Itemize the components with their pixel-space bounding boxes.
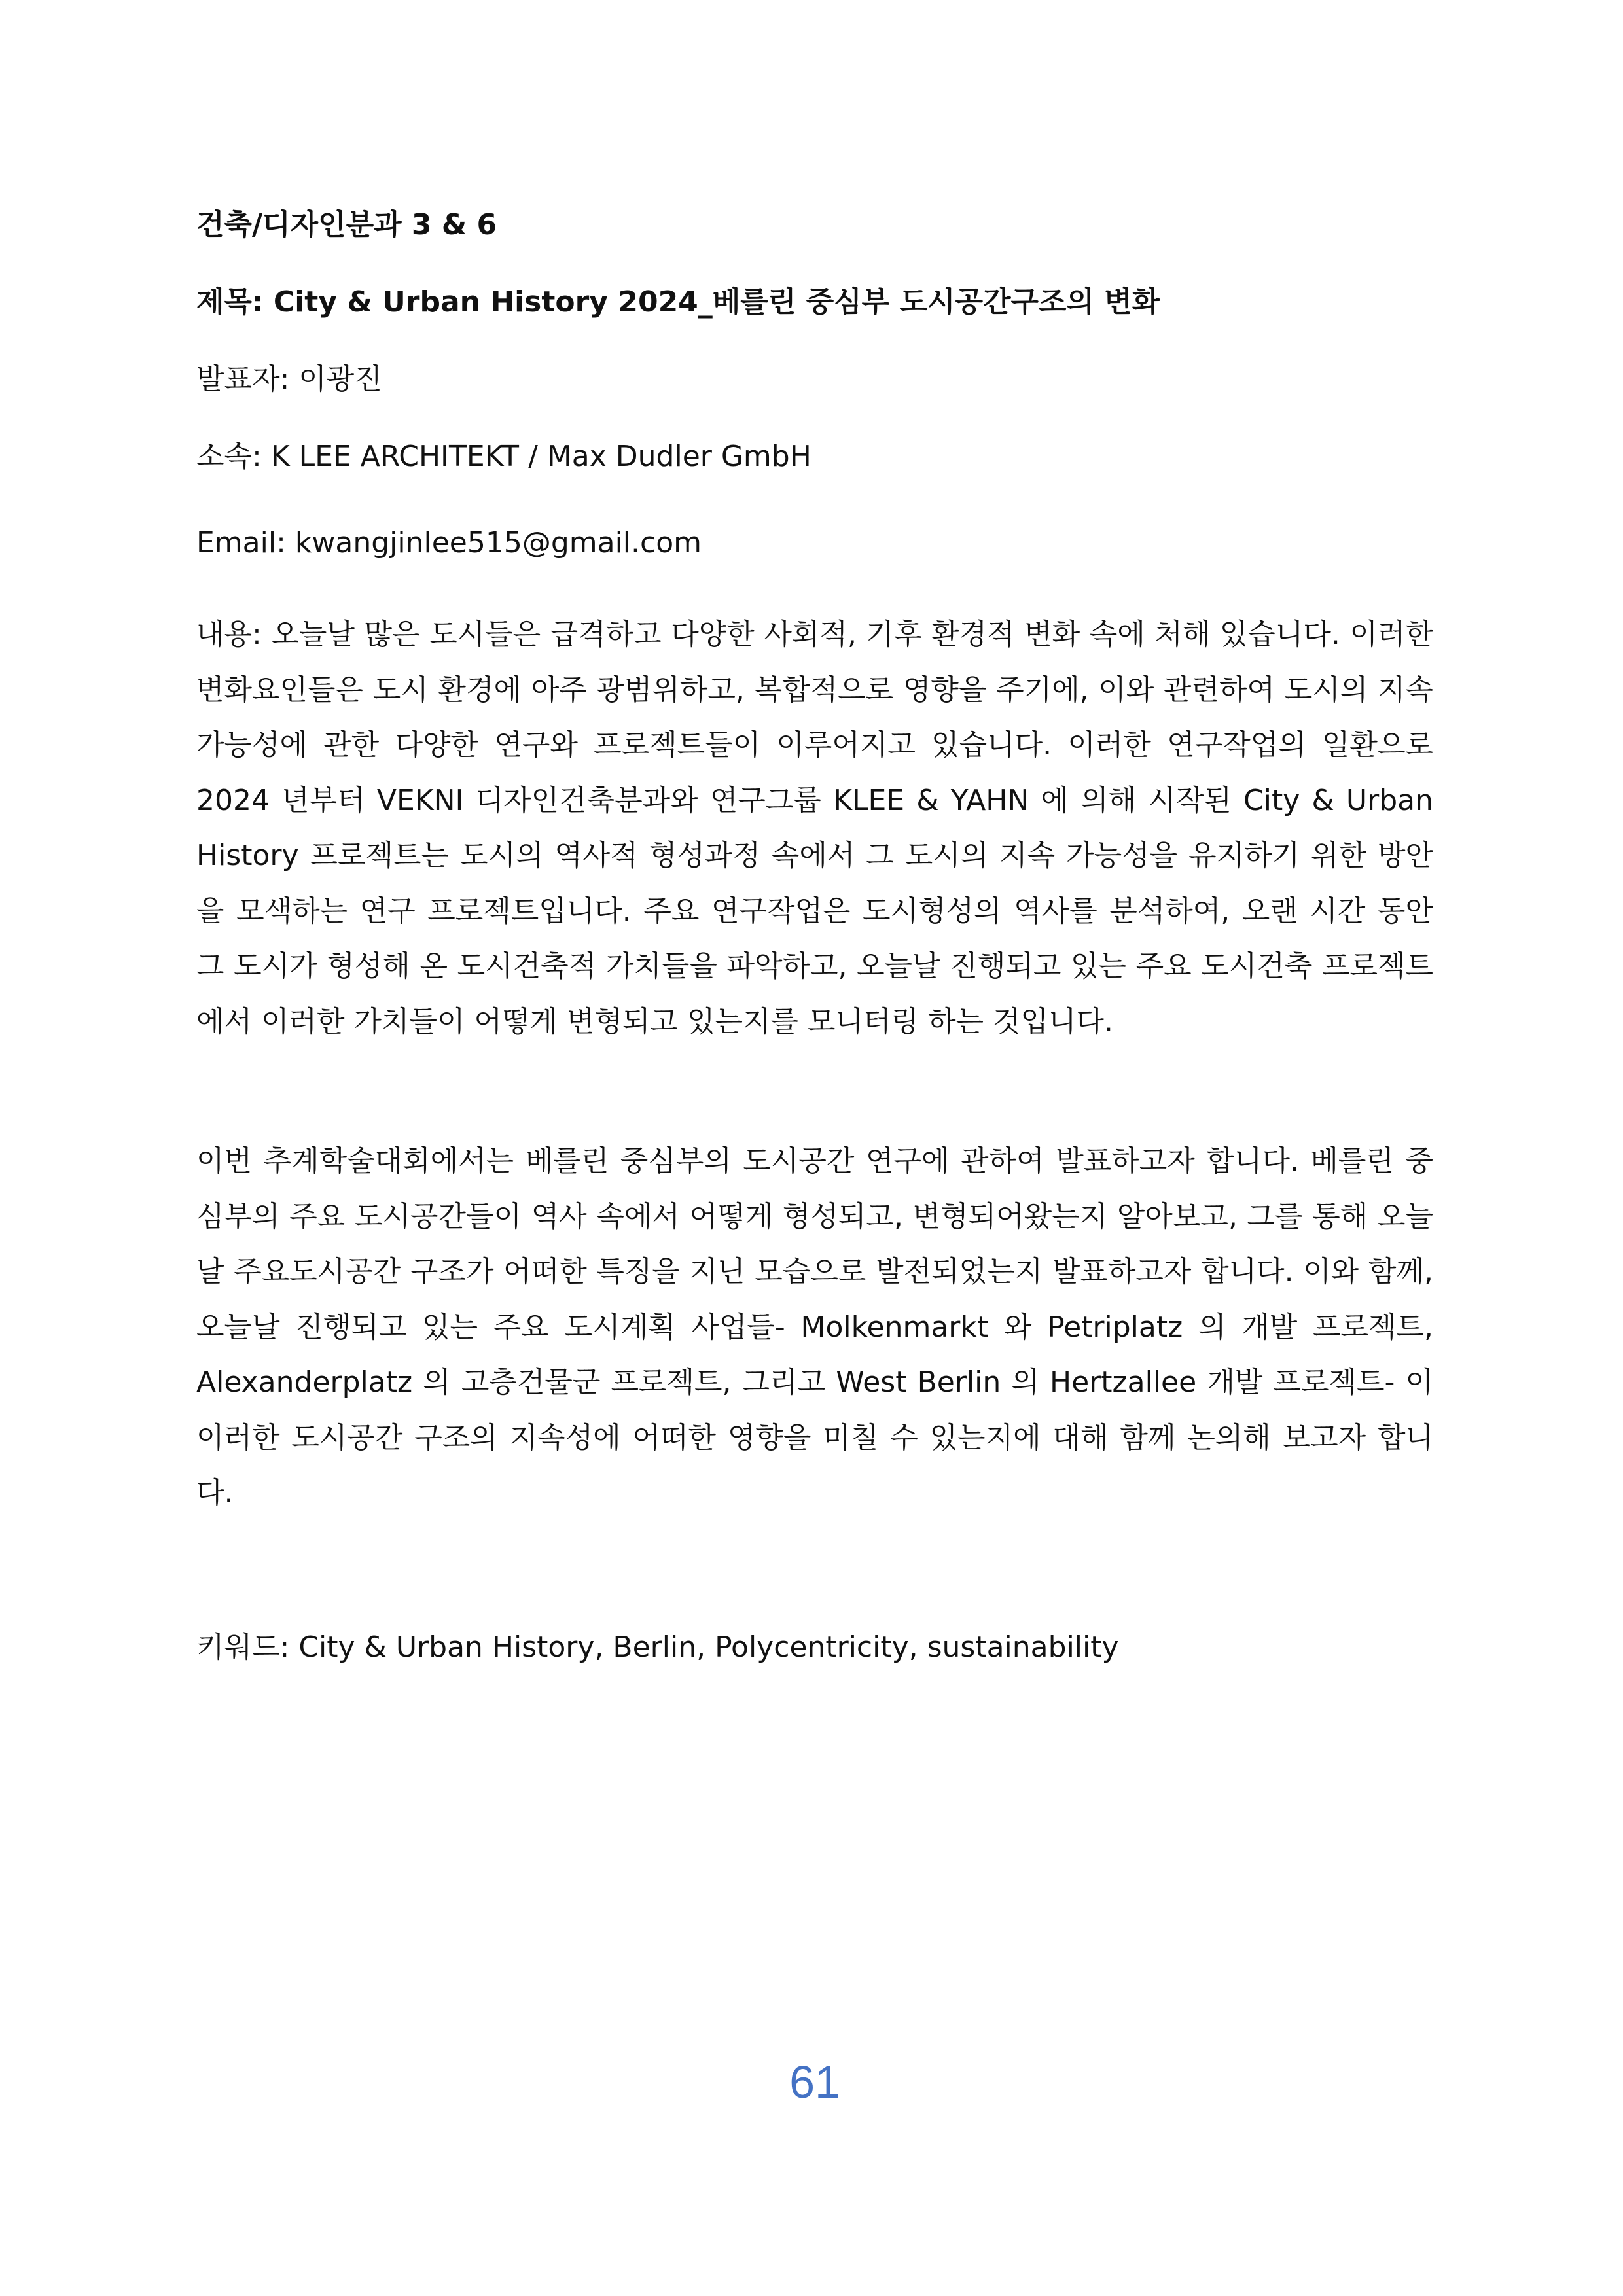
presenter-line: 발표자: 이광진 [196, 362, 382, 396]
abstract-paragraph-1: 내용: 오늘날 많은 도시들은 급격하고 다양한 사회적, 기후 환경적 변화 속에 처해 있습니다. 이러한 변화요인들은 도시 환경에 아주 광범위하고, 복합적으로 영향을 주기에, 이와 관련하여 도시의 지속가능성에 관한 다양한 연구와 프로젝트들이 이루어지고 있습니다. 이러한 연구작업의 일환으로 2024 년부터 VEKNI 디자인건축분과와 연구그룹 KLEE & YAHN 에 의해 시작된 City & Urban History 프로젝트는 도시의 역사적 형성과정 속에서 그 도시의 지속 가능성을 유지하기 위한 방안을 모색하는 연구 프로젝트입니다. 주요 연구작업은 도시형성의 역사를 분석하여, 오랜 시간 동안 그 도시가 형성해 온 도시건축적 가치들을 파악하고, 오늘날 진행되고 있는 주요 도시건축 프로젝트에서 이러한 가치들이 어떻게 변형되고 있는지를 모니터링 하는 것입니다. [196, 618, 1433, 1038]
email-line: Email: kwangjinlee515@gmail.com [196, 526, 702, 559]
paper-title: 제목: City & Urban History 2024_베를린 중심부 도시공간구조의 변화 [196, 285, 1160, 319]
affiliation-line: 소속: K LEE ARCHITEKT / Max Dudler GmbH [196, 440, 812, 473]
section-label: 건축/디자인분과 3 & 6 [196, 208, 497, 241]
document-page [196, 0, 1433, 2296]
keywords-line: 키워드: City & Urban History, Berlin, Polycentricity, sustainability [196, 1631, 1119, 1664]
abstract-paragraph-2: 이번 추계학술대회에서는 베를린 중심부의 도시공간 연구에 관하여 발표하고자 합니다. 베를린 중심부의 주요 도시공간들이 역사 속에서 어떻게 형성되고, 변형되어왔는지 알아보고, 그를 통해 오늘날 주요도시공간 구조가 어떠한 특징을 지닌 모습으로 발전되었는지 발표하고자 합니다. 이와 함께, 오늘날 진행되고 있는 주요 도시계획 사업들- Molkenmarkt 와 Petriplatz 의 개발 프로젝트, Alexanderplatz 의 고층건물군 프로젝트, 그리고 West Berlin 의 Hertzallee 개발 프로젝트- 이 이러한 도시공간 구조의 지속성에 어떠한 영향을 미칠 수 있는지에 대해 함께 논의해 보고자 합니다. [196, 1144, 1433, 1510]
page-number: 61 [789, 2057, 840, 2108]
